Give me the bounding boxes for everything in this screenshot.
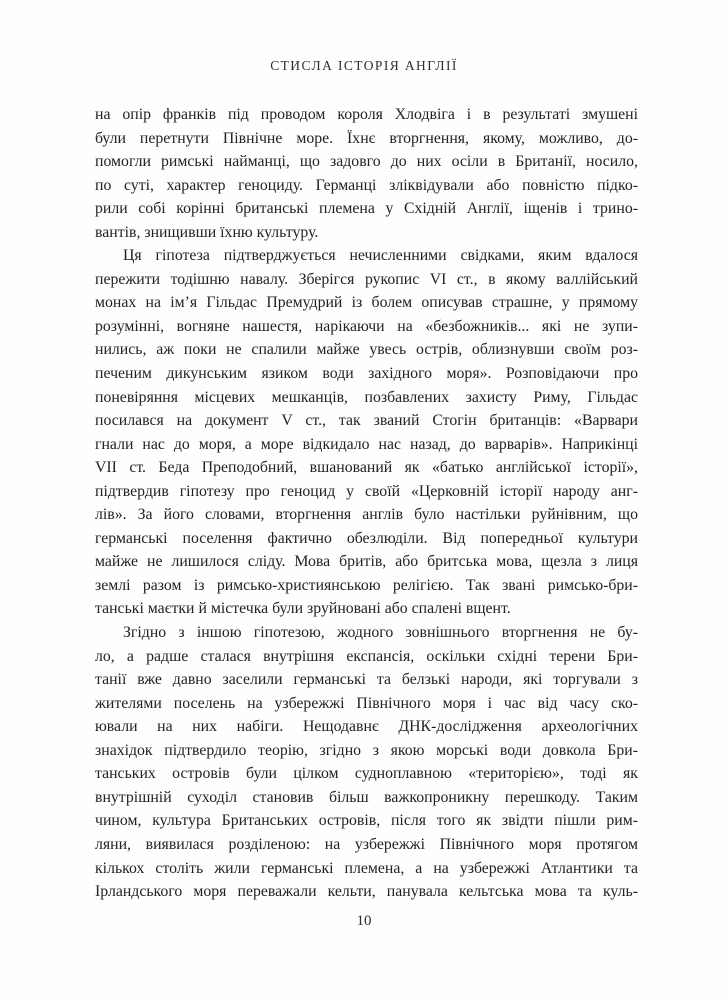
text-line: Ірландського моря переважали кельти, панувала кельтська мова та куль- [95, 883, 638, 901]
text-line: германські поселення фактично обезлюділи. Від попередньої культури [95, 529, 638, 547]
text-line: поневіряння місцевих мешканців, позбавлених захисту Риму, Гільдас [95, 388, 638, 406]
text-line: пережити тодішню навалу. Зберігся рукопис VI ст., в якому валлійський [95, 270, 638, 288]
paragraph [95, 621, 638, 904]
text-line: танські маєтки й містечка були зруйновані або спалені вщент. [95, 600, 511, 618]
text-line: чином, культура Британських островів, після того як звідти пішли рим- [95, 812, 638, 830]
text-line: на опір франків під проводом короля Хлодвіга і в результаті змушені [95, 106, 638, 123]
text-line: помогли римські найманці, що задовго до них осіли в Британії, носило, [95, 153, 638, 171]
text-line: Згідно з іншою гіпотезою, жодного зовнішнього вторгнення не бу- [123, 624, 638, 642]
text-line: посилався на документ V ст., так званий Стогін британців: «Варвари [95, 412, 638, 430]
text-line: нились, аж поки не спалили майже увесь острів, облизнувши своїм роз- [95, 341, 638, 359]
text-line: жителями поселень на узбережжі Північного моря і час від часу ско- [95, 694, 638, 712]
page-number: 10 [356, 913, 372, 929]
text-line: гнали нас до моря, а море відкидало нас назад, до варварів». Наприкінці [95, 435, 638, 453]
text-line: вантів, знищивши їхню культуру. [95, 223, 319, 241]
text-line: Ця гіпотеза підтверджується нечисленними свідками, яким вдалося [123, 247, 638, 265]
text-line: печеним дикунським язиком води західного моря». Розповідаючи про [95, 365, 638, 383]
text-line: ляни, виявилася розділеною: на узбережжі Північного моря протягом [95, 835, 638, 853]
text-line: розумінні, вогняне нашестя, нарікаючи на «безбожників... які не зупи- [95, 317, 638, 335]
text-line: майже не лишилося сліду. Мова бритів, або бритська мова, щезла з лиця [95, 553, 638, 571]
text-line: монах на ім’я Гільдас Премудрий із болем описував страшне, у прямому [95, 294, 638, 312]
text-column [95, 103, 638, 904]
text-line: танії вже давно заселили германські та белзькі народи, які торгували з [95, 671, 638, 689]
text-line: рили собі корінні британські племена у Східній Англії, іщенів і трино- [95, 200, 638, 218]
paragraph [95, 244, 638, 621]
text-line: внутрішній суходіл становив більш важкопроникну перешкоду. Таким [95, 788, 638, 806]
text-line: танських островів були цілком судноплавною «територією», тоді як [95, 765, 638, 783]
text-line: VII ст. Беда Преподобний, вшанований як «батько англійської історії», [95, 459, 638, 477]
text-line: були перетнути Північне море. Їхнє вторгнення, якому, можливо, до- [95, 129, 638, 147]
running-header: СТИСЛА ІСТОРІЯ АНГЛІЇ [270, 58, 458, 73]
text-line: землі разом із римсько-християнською релігією. Так звані римсько-бри- [95, 576, 638, 594]
text-line: підтвердив гіпотезу про геноцид у своїй «Церковній історії народу анг- [95, 482, 638, 500]
text-line: ло, а радше сталася внутрішня експансія, оскільки східні терени Бри- [95, 647, 638, 665]
text-line: знахідок підтвердило теорію, згідно з якою морські води довкола Бри- [95, 741, 638, 759]
text-line: кількох століть жили германські племена, а на узбережжі Атлантики та [95, 859, 638, 877]
text-line: лів». За його словами, вторгнення англів було настільки руйнівним, що [95, 506, 638, 524]
text-line: по суті, характер геноциду. Германці зліквідували або повністю підко- [95, 176, 638, 194]
text-line: ювали на них набіги. Нещодавнє ДНК-дослідження археологічних [95, 718, 638, 736]
paragraph [95, 103, 638, 244]
